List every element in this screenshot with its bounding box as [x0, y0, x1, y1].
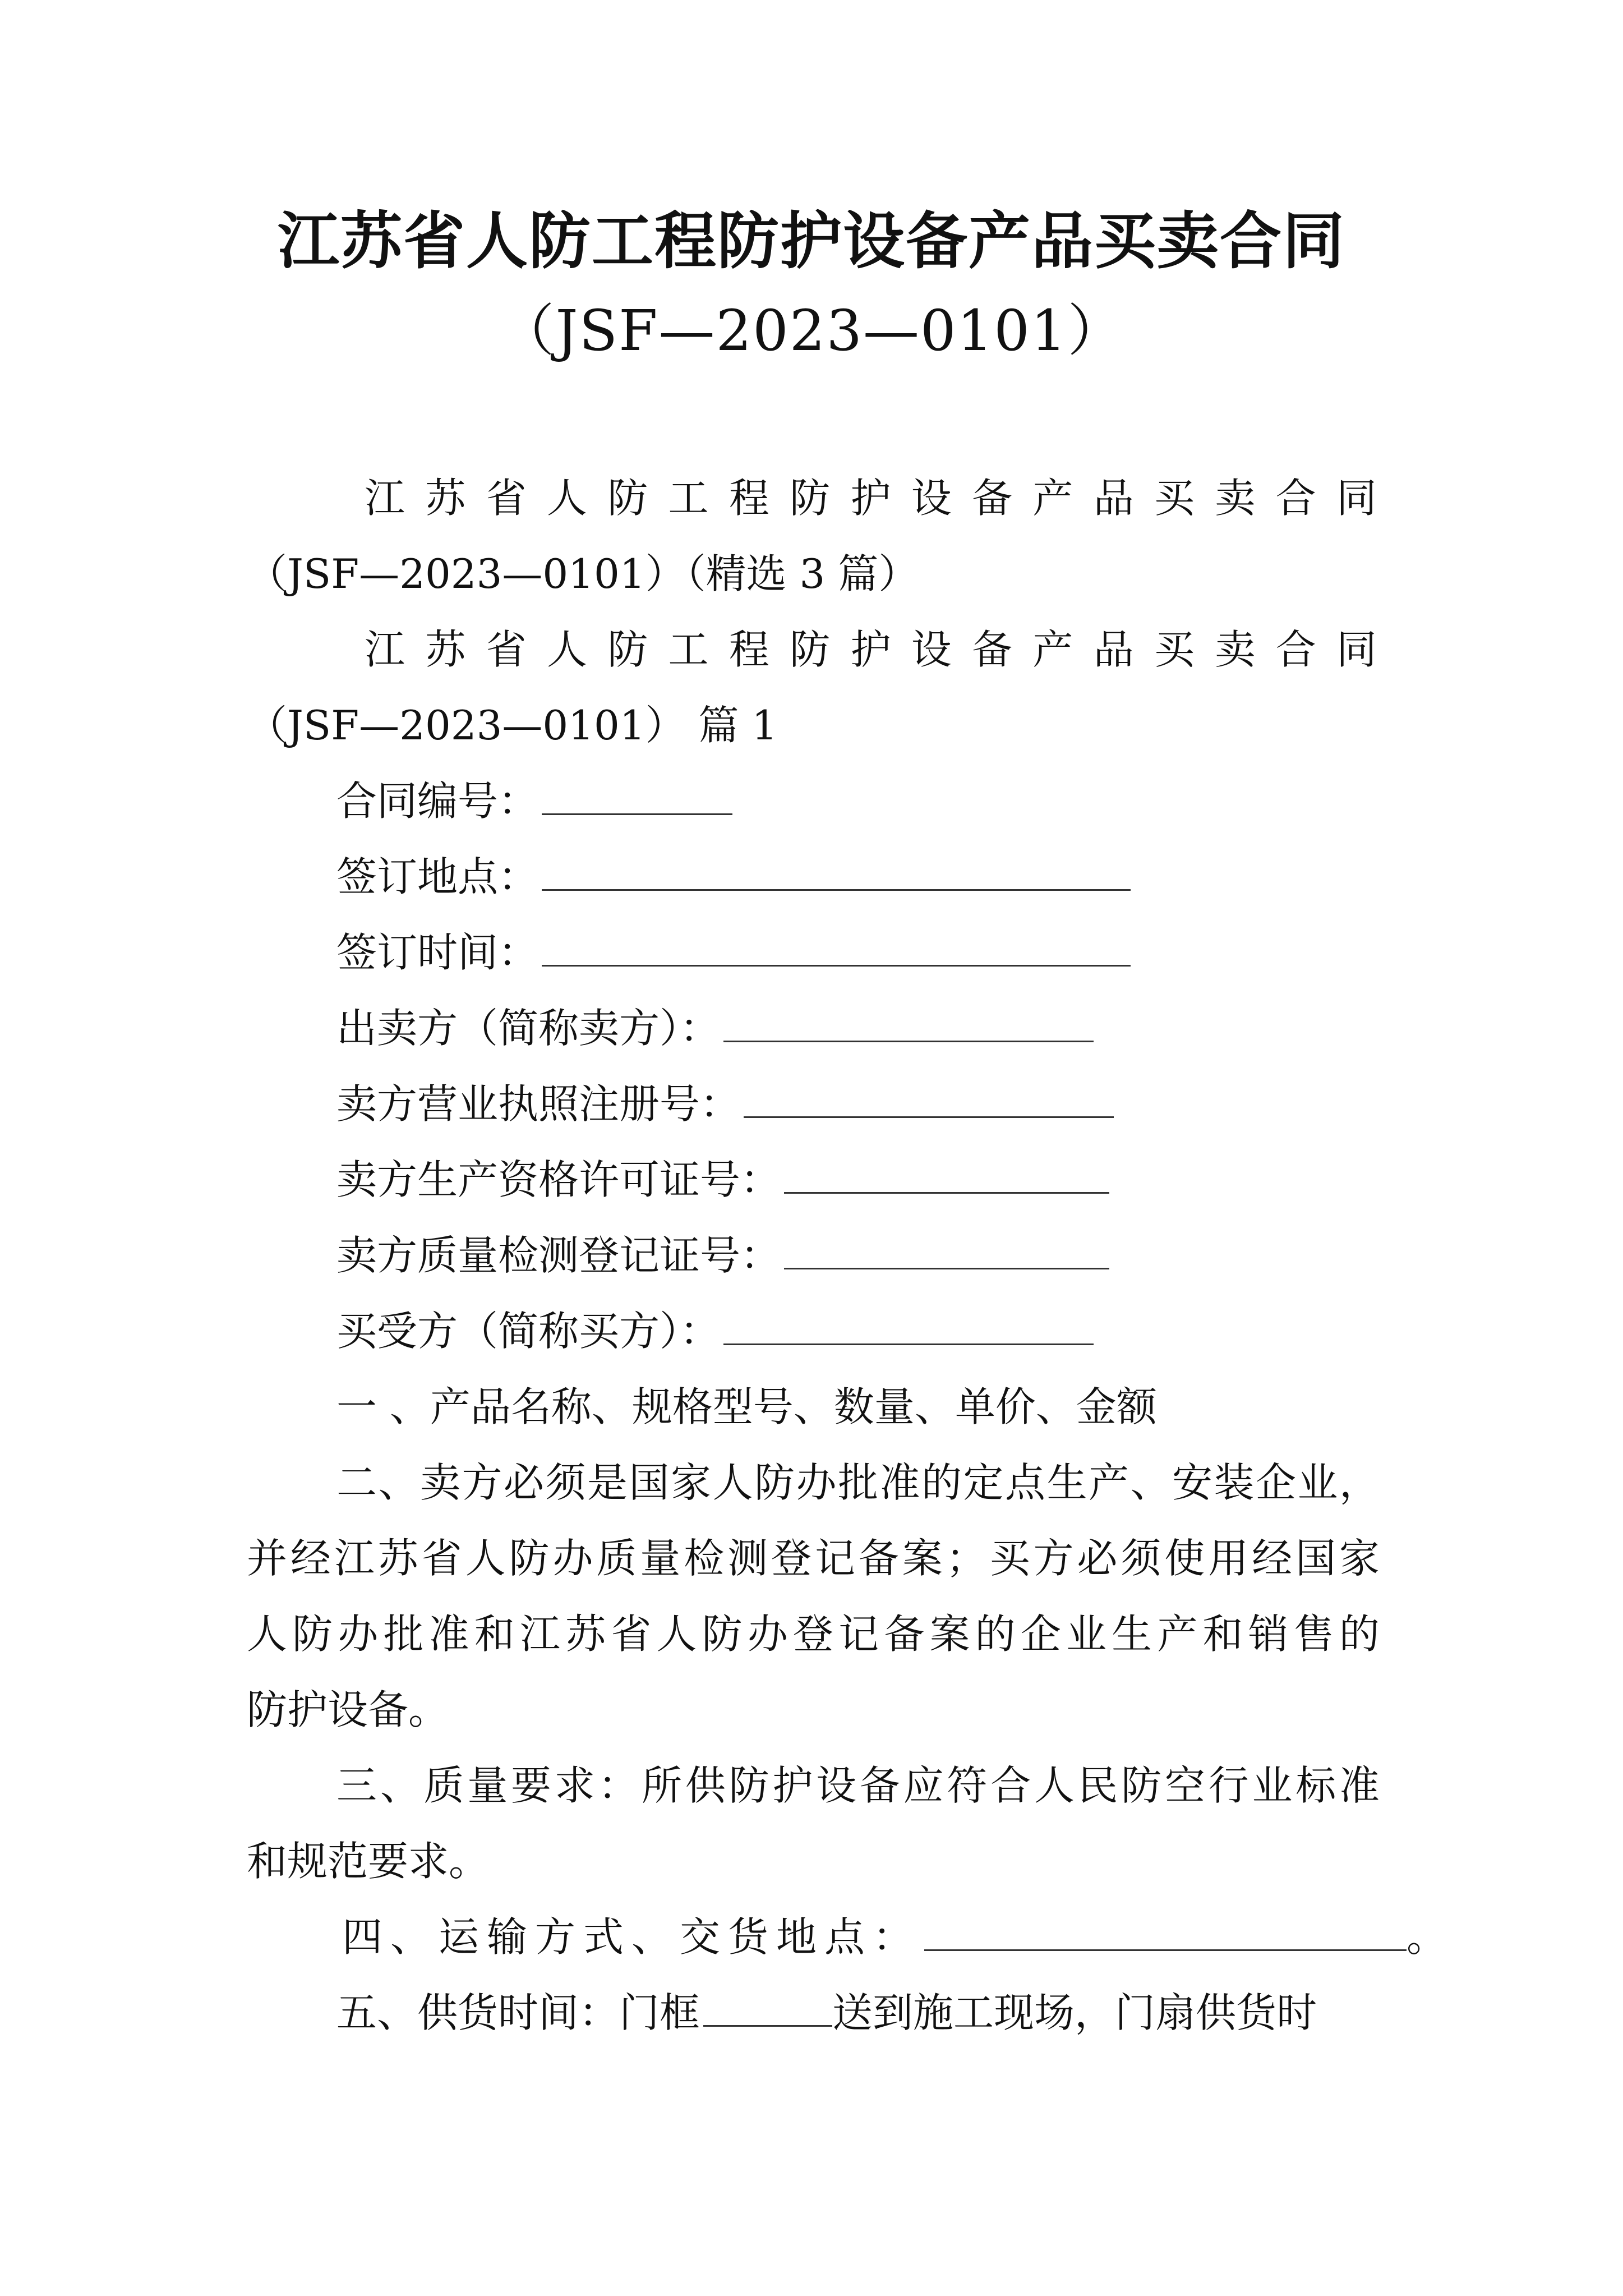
sign-place-label: 签订地点：: [336, 853, 539, 900]
buyer-label: 买受方（简称买方）：: [336, 1308, 721, 1355]
section-heading-line-1: 江苏省人防工程防护设备产品买卖合同: [365, 626, 1377, 673]
clause-2-line-1: 二、卖方必须是国家人防办批准的定点生产、安装企业，: [336, 1459, 1380, 1506]
intro-line-1: 江苏省人防工程防护设备产品买卖合同: [365, 475, 1377, 522]
sign-place-field: [336, 849, 1131, 905]
clause-5: [336, 1985, 1317, 2041]
section-heading-line-2: （JSF—2023—0101） 篇 1: [247, 702, 778, 749]
contract-no-field: [336, 773, 732, 829]
delivery-place-blank[interactable]: [924, 1909, 1407, 1951]
clause-1: 一 、产品名称、规格型号、数量、单价、金额: [336, 1383, 1157, 1430]
contract-no-label: 合同编号：: [336, 777, 539, 825]
seller-license-field: [336, 1076, 1114, 1132]
clause-4-label: 四、运输方式、交货地点：: [342, 1913, 921, 1961]
clause-3-line-2: 和规范要求。: [247, 1838, 490, 1885]
sign-place-blank[interactable]: [542, 849, 1131, 891]
seller-label: 出卖方（简称卖方）：: [336, 1005, 721, 1052]
intro-line-2: （JSF—2023—0101）（精选 3 篇）: [247, 550, 919, 597]
sign-time-blank[interactable]: [542, 924, 1131, 967]
clause-4: [342, 1909, 1455, 1965]
seller-permit-blank[interactable]: [784, 1152, 1109, 1194]
seller-quality-field: [336, 1227, 1109, 1283]
clause-2-line-3: 人防办批准和江苏省人防办登记备案的企业生产和销售的: [247, 1611, 1380, 1658]
clause-5-text: 送到施工现场，门扇供货时: [832, 1989, 1317, 2036]
sign-time-field: [336, 924, 1131, 981]
door-frame-time-blank[interactable]: [703, 1985, 832, 2027]
clause-3-line-1: 三、质量要求：所供防护设备应符合人民防空行业标准: [336, 1762, 1380, 1809]
seller-license-blank[interactable]: [744, 1076, 1114, 1118]
clause-5-label: 五、供货时间：门框: [336, 1989, 700, 2036]
seller-blank[interactable]: [723, 1000, 1094, 1042]
contract-no-blank[interactable]: [542, 773, 732, 815]
clause-4-end: 。: [1407, 1913, 1455, 1961]
clause-2-line-4: 防护设备。: [247, 1686, 449, 1733]
buyer-field: [336, 1303, 1094, 1359]
sign-time-label: 签订时间：: [336, 929, 539, 976]
seller-permit-field: [336, 1152, 1109, 1208]
seller-quality-blank[interactable]: [784, 1227, 1109, 1269]
seller-quality-label: 卖方质量检测登记证号：: [336, 1232, 781, 1279]
seller-license-label: 卖方营业执照注册号：: [336, 1080, 741, 1128]
buyer-blank[interactable]: [723, 1303, 1094, 1345]
document-subtitle: （JSF—2023—0101）: [498, 298, 1125, 364]
seller-field: [336, 1000, 1094, 1056]
document-title: 江苏省人防工程防护设备产品买卖合同: [278, 205, 1345, 277]
seller-permit-label: 卖方生产资格许可证号：: [336, 1156, 781, 1203]
clause-2-line-2: 并经江苏省人防办质量检测登记备案；买方必须使用经国家: [247, 1535, 1380, 1582]
